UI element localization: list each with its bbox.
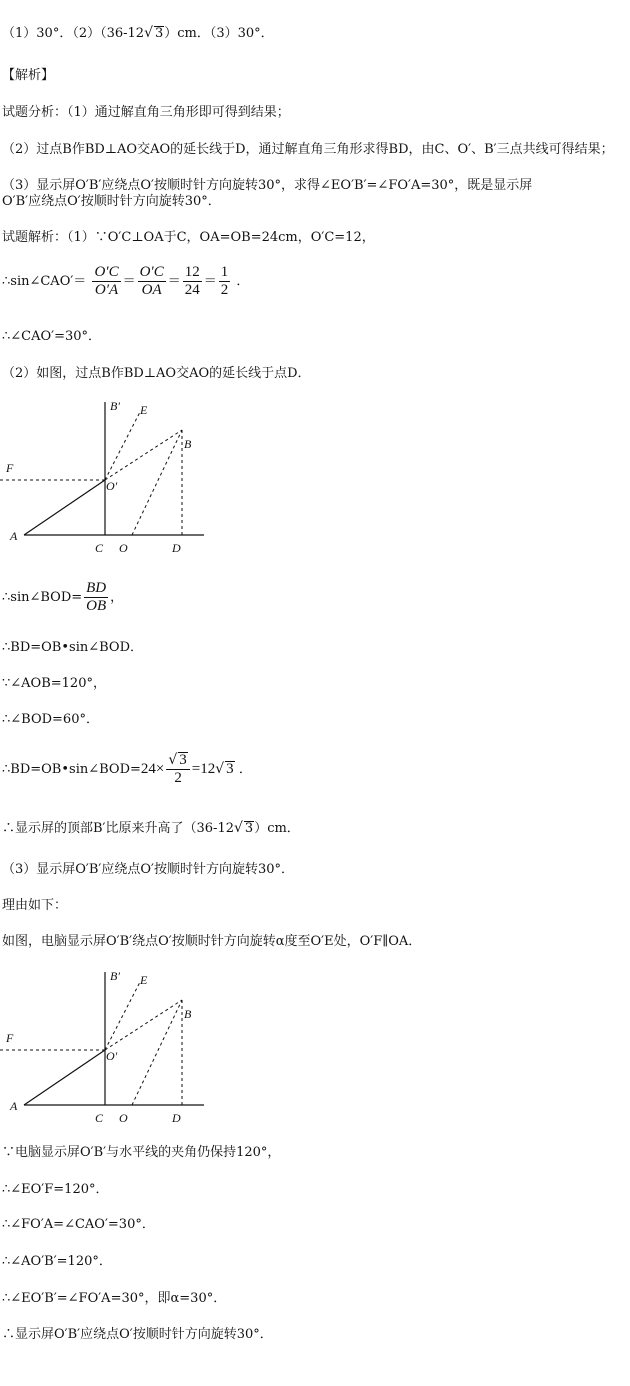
label-c: C xyxy=(95,541,104,555)
label-b-prime: B′ xyxy=(110,399,120,413)
fraction-12-24 xyxy=(183,264,202,299)
label-e: E xyxy=(140,973,148,987)
period: ． xyxy=(238,762,252,777)
fraction-numerator: 12 xyxy=(184,264,200,280)
angle-keep: ∵电脑显示屏O′B′与水平线的夹角仍保持120°， xyxy=(2,1145,281,1160)
sin-bod-prefix: ∴sin∠BOD= xyxy=(2,590,83,605)
equals-sign: ＝ xyxy=(122,274,136,289)
analysis-3a: （3）显示屏O′B′应绕点O′按顺时针方向旋转30°，求得∠EO′B′=∠FO′A=30°，既是显示屏 xyxy=(2,178,533,193)
fraction-numerator: O′C xyxy=(94,264,119,280)
label-d: D xyxy=(172,1111,181,1125)
reason-heading: 理由如下： xyxy=(2,898,68,913)
fraction-numerator: O′C xyxy=(139,264,164,280)
sqrt-value: 3 xyxy=(244,821,254,836)
sin-cao-prefix: ∴sin∠CAO′＝ xyxy=(2,274,87,289)
label-o-prime: O′ xyxy=(106,1049,118,1063)
fraction-denominator: 2 xyxy=(220,282,229,298)
analysis-3b: O′B′应绕点O′按顺时针方向旋转30°． xyxy=(2,194,221,209)
fraction-sqrt3-2 xyxy=(166,752,189,787)
equals-sign: = xyxy=(191,761,201,777)
fraction-oc-oa xyxy=(138,264,166,299)
cao-result: ∴∠CAO′=30°． xyxy=(2,329,102,344)
number-24: 24 xyxy=(140,761,156,777)
eof-angle: ∴∠EO′F=120°． xyxy=(2,1182,109,1197)
sin-cao-equation xyxy=(2,264,249,299)
rise-result xyxy=(2,820,300,837)
aob-prime-angle: ∴∠AO′B′=120°． xyxy=(2,1254,112,1269)
label-o-prime: O′ xyxy=(106,479,118,493)
number-12: 12 xyxy=(200,761,216,777)
label-a: A xyxy=(10,529,18,543)
fraction-denominator: 2 xyxy=(174,770,182,786)
label-f: F xyxy=(6,461,14,475)
label-e: E xyxy=(140,403,148,417)
fraction-numerator: 1 xyxy=(220,264,229,280)
answer-line xyxy=(2,25,274,42)
fraction-bd-ob xyxy=(84,580,108,615)
label-a: A xyxy=(10,1099,18,1113)
part3-answer: （3）显示屏O′B′应绕点O′按顺时针方向旋转30°． xyxy=(2,862,295,877)
equals-sign: ＝ xyxy=(203,274,217,289)
bod-angle: ∴∠BOD=60°． xyxy=(2,712,99,727)
sqrt-symbol: √ xyxy=(215,761,225,777)
equals-sign: ＝ xyxy=(167,274,181,289)
fraction-denominator: 24 xyxy=(184,282,200,298)
label-o: O xyxy=(119,541,128,555)
fraction-denominator: OB xyxy=(86,598,107,614)
times-sign: × xyxy=(155,761,165,777)
foa-angle: ∴∠FO′A=∠CAO′=30°． xyxy=(2,1217,155,1232)
fraction-denominator: O′A xyxy=(94,282,119,298)
fraction-numerator xyxy=(166,752,189,770)
label-b-prime: B′ xyxy=(110,969,120,983)
analysis-1: 试题分析：（1）通过解直角三角形即可得到结果； xyxy=(2,105,290,120)
fraction-1-2 xyxy=(219,264,231,299)
label-b: B xyxy=(184,1007,192,1021)
line-a-oprime xyxy=(24,480,105,535)
geometry-figure-2 xyxy=(0,962,220,1132)
sqrt-value: 3 xyxy=(226,761,234,777)
sqrt-symbol: √ xyxy=(233,820,243,836)
answer-text-b: ）cm．（3）30°． xyxy=(164,26,274,41)
aob-angle: ∵∠AOB=120°， xyxy=(2,676,106,691)
fraction-numerator: BD xyxy=(86,580,107,596)
figure2-intro: 如图，电脑显示屏O′B′绕点O′按顺时针方向旋转α度至O′E处，O′F∥OA． xyxy=(2,934,422,949)
answer-text-a: （1）30°．（2）（36-12 xyxy=(2,26,145,41)
rise-text-a: ∴显示屏的顶部B′比原来升高了（36-12 xyxy=(2,821,234,836)
line-a-oprime xyxy=(24,1050,105,1105)
section-title: 【解析】 xyxy=(2,68,55,83)
label-c: C xyxy=(95,1111,104,1125)
label-o: O xyxy=(119,1111,128,1125)
line-oprime-b xyxy=(105,430,182,480)
sqrt-symbol: √ xyxy=(144,25,153,41)
part2-intro: （2）如图，过点B作BD⊥AO交AO的延长线于点D． xyxy=(2,366,311,381)
bd-calculation xyxy=(2,752,252,787)
label-b: B xyxy=(184,437,192,451)
line-oprime-b xyxy=(105,1000,182,1050)
line-oprime-e xyxy=(105,982,140,1050)
label-d: D xyxy=(172,541,181,555)
sqrt-symbol: √ xyxy=(168,752,178,768)
conclusion: ∴显示屏O′B′应绕点O′按顺时针方向旋转30°． xyxy=(2,1327,273,1342)
sqrt-value: 3 xyxy=(179,752,187,768)
geometry-figure-1 xyxy=(0,392,220,562)
eob-angle: ∴∠EO′B′=∠FO′A=30°，即α=30°． xyxy=(2,1291,227,1306)
period: ． xyxy=(236,274,250,289)
solution-intro: 试题解析：（1）∵O′C⊥OA于C，OA=OB=24cm，O′C=12， xyxy=(2,230,375,245)
bd-calc-prefix: ∴BD=OB•sin∠BOD= xyxy=(2,762,141,777)
bd-formula: ∴BD=OB•sin∠BOD． xyxy=(2,640,143,655)
fraction-oc-oa-prime xyxy=(92,264,120,299)
analysis-2: （2）过点B作BD⊥AO交AO的延长线于D，通过解直角三角形求得BD，由C、O′、B′三点共线可得结果； xyxy=(2,142,614,157)
label-f: F xyxy=(6,1031,14,1045)
rise-text-b: ）cm． xyxy=(254,821,300,836)
sin-bod-equation xyxy=(2,580,123,615)
fraction-denominator: OA xyxy=(141,282,162,298)
line-oprime-e xyxy=(105,412,140,480)
comma: ， xyxy=(110,590,124,605)
answer-sqrt-value: 3 xyxy=(154,26,164,41)
